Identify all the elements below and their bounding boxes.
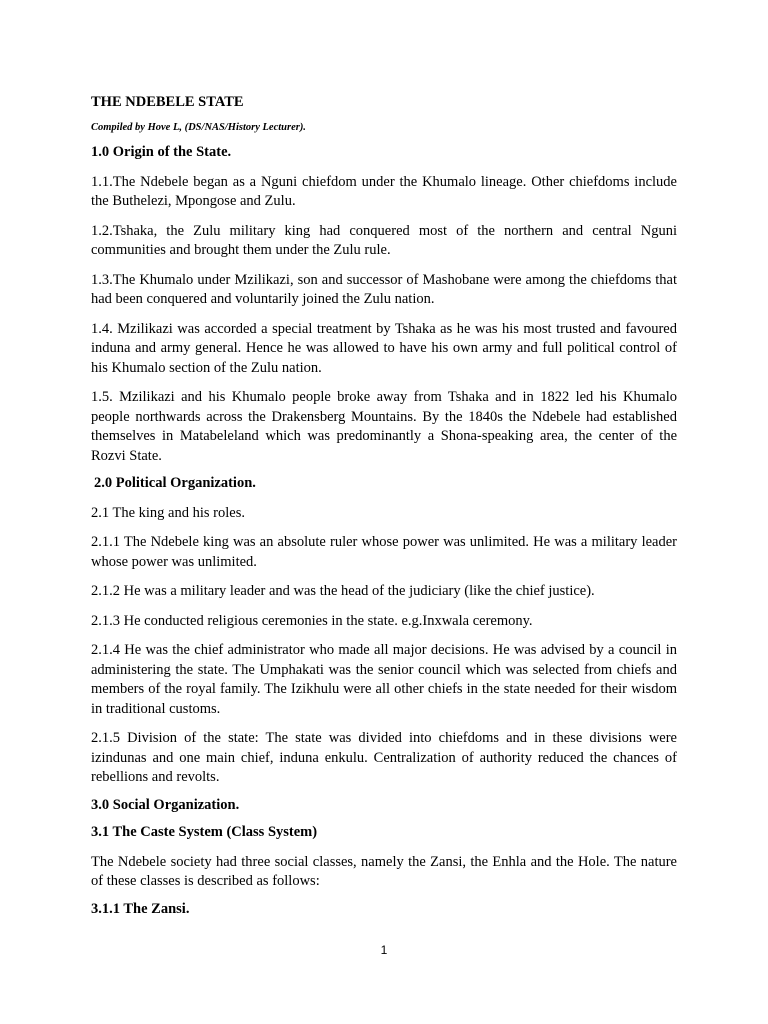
section-heading-political: 2.0 Political Organization. <box>94 475 256 491</box>
paragraph-1-1: 1.1.The Ndebele began as a Nguni chiefdom under the Khumalo lineage. Other chiefdoms include the Buthelezi, Mpongose and Zulu. <box>91 173 677 209</box>
document-author-line: Compiled by Hove L, (DS/NAS/History Lecturer). <box>91 122 306 133</box>
paragraph-2-1-5: 2.1.5 Division of the state: The state was divided into chiefdoms and in these divisions were izindunas and one main chief, induna enkulu. Centralization of authority reduced the chances of rebellions and revolts. <box>91 730 677 785</box>
page-number: 1 <box>380 943 388 957</box>
document-page <box>91 93 677 919</box>
paragraph-1-2: 1.2.Tshaka, the Zulu military king had conquered most of the northern and central Nguni communities and brought them under the Zulu rule. <box>91 222 677 258</box>
paragraph-3-1: The Ndebele society had three social classes, namely the Zansi, the Enhla and the Hole. The nature of these classes is described as follows: <box>91 853 677 889</box>
paragraph-2-1-1: 2.1.1 The Ndebele king was an absolute ruler whose power was unlimited. He was a military leader whose power was unlimited. <box>91 534 677 570</box>
section-heading-social: 3.0 Social Organization. <box>91 796 240 813</box>
paragraph-2-1-3: 2.1.3 He conducted religious ceremonies in the state. e.g.Inxwala ceremony. <box>91 612 533 629</box>
paragraph-2-1-2: 2.1.2 He was a military leader and was the head of the judiciary (like the chief justice). <box>91 583 595 599</box>
subsection-heading-caste: 3.1 The Caste System (Class System) <box>91 824 318 840</box>
paragraph-1-5: 1.5. Mzilikazi and his Khumalo people broke away from Tshaka and in 1822 led his Khumalo people northwards across the Drakensberg Mountains. By the 1840s the Ndebele had established themselves in Matabeleland which was predominantly a Shona-speaking area, the center of the Rozvi State. <box>91 389 677 464</box>
paragraph-2-1-4: 2.1.4 He was the chief administrator who made all major decisions. He was advised by a council in administering the state. The Umphakati was the senior council which was selected from chiefs and members of the royal family. The Izikhulu were all other chiefs in the state needed for their wisdom in traditional customs. <box>91 642 677 717</box>
section-heading-origin: 1.0 Origin of the State. <box>91 144 232 160</box>
paragraph-1-4: 1.4. Mzilikazi was accorded a special treatment by Tshaka as he was his most trusted and favoured induna and army general. Hence he was allowed to have his own army and full political control of his Khumalo section of the Zulu nation. <box>91 320 677 376</box>
document-title: THE NDEBELE STATE <box>91 94 244 110</box>
subsection-heading-zansi: 3.1.1 The Zansi. <box>91 900 190 917</box>
paragraph-2-1: 2.1 The king and his roles. <box>91 504 245 521</box>
paragraph-1-3: 1.3.The Khumalo under Mzilikazi, son and successor of Mashobane were among the chiefdoms that had been conquered and voluntarily joined the Zulu nation. <box>91 271 677 307</box>
